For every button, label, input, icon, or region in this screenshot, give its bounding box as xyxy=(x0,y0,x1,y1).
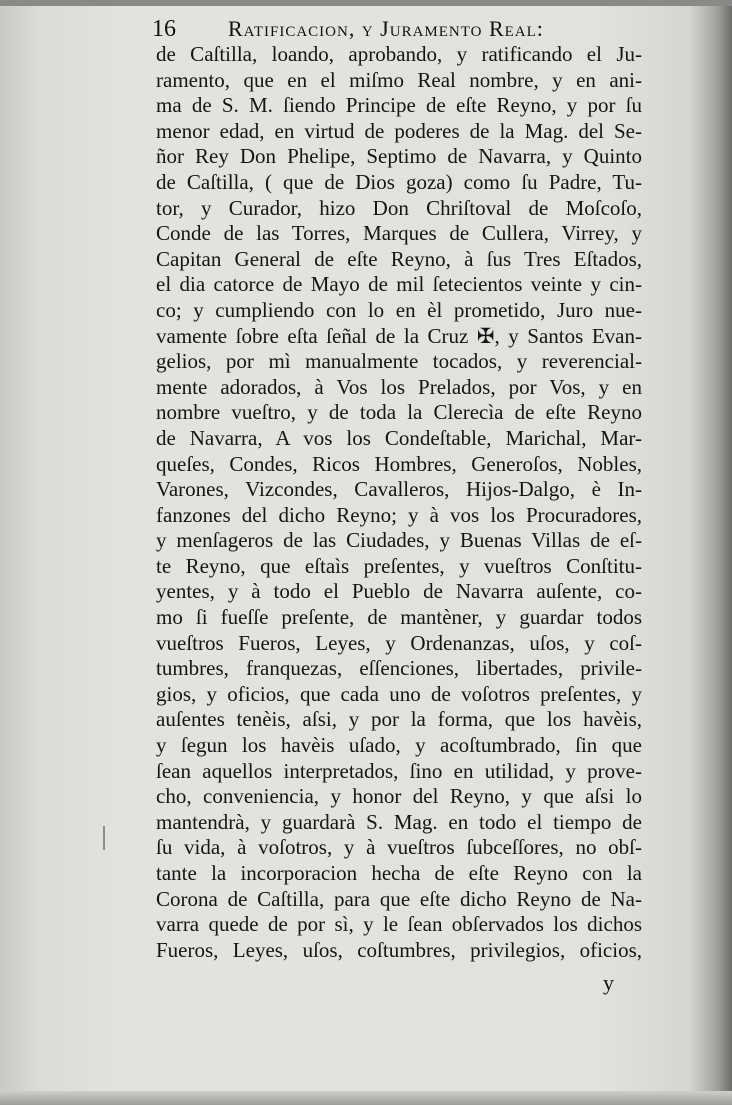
text-line: tumbres, franquezas, eſſenciones, libertades, privile- xyxy=(156,656,642,681)
text-line: yentes, y à todo el Pueblo de Navarra auſente, co- xyxy=(156,579,642,604)
text-line: mantendrà, y guardarà S. Mag. en todo el tiempo de xyxy=(156,809,642,834)
text-line: gios, y oficios, que cada uno de voſotros preſentes, y xyxy=(156,681,642,706)
text-line: mente adorados, à Vos los Prelados, por Vos, y en xyxy=(156,374,642,399)
text-line: de Navarra, A vos los Condeſtable, Marichal, Mar- xyxy=(156,425,642,450)
page-bottom-edge xyxy=(0,1091,732,1105)
text-line: Capitan General de eſte Reyno, à ſus Tres Eſtados, xyxy=(156,246,642,271)
text-line: de Caſtilla, ( que de Dios goza) como ſu Padre, Tu- xyxy=(156,169,642,194)
text-line: cho, conveniencia, y honor del Reyno, y que aſsi lo xyxy=(156,784,642,809)
text-line: fanzones del dicho Reyno; y à vos los Procuradores, xyxy=(156,502,642,527)
page-top-edge xyxy=(0,0,732,6)
text-line: Fueros, Leyes, uſos, coſtumbres, privilegios, oficios, xyxy=(156,937,642,962)
text-line: Conde de las Torres, Marques de Cullera, Virrey, y xyxy=(156,221,642,246)
text-line: gelios, por mì manualmente tocados, y reverencial- xyxy=(156,349,642,374)
text-line: vueſtros Fueros, Leyes, y Ordenanzas, uſos, y coſ- xyxy=(156,630,642,655)
text-line: tor, y Curador, hizo Don Chriſtoval de Moſcoſo, xyxy=(156,195,642,220)
text-line: ſean aquellos interpretados, ſino en utilidad, y prove- xyxy=(156,758,642,783)
page-number: 16 xyxy=(152,16,176,42)
text-line: Corona de Caſtilla, para que eſte dicho Reyno de Na- xyxy=(156,886,642,911)
text-line: te Reyno, que eſtaìs preſentes, y vueſtros Conſtitu- xyxy=(156,553,642,578)
text-line: y menſageros de las Ciudades, y Buenas Villas de eſ- xyxy=(156,528,642,553)
text-line: ma de S. M. ſiendo Principe de eſte Reyno, y por ſu xyxy=(156,93,642,118)
text-line: queſes, Condes, Ricos Hombres, Generoſos, Nobles, xyxy=(156,451,642,476)
text-line: el dia catorce de Mayo de mil ſetecientos veinte y cin- xyxy=(156,272,642,297)
text-line: vamente ſobre eſta ſeñal de la Cruz ✠, y Santos Evan- xyxy=(156,323,642,348)
running-title: Ratificacion, y Juramento Real: xyxy=(228,16,544,41)
catchword: y xyxy=(603,970,614,995)
text-line: auſentes tenèis, aſsi, y por la forma, que los havèis, xyxy=(156,707,642,732)
margin-mark xyxy=(103,826,105,850)
text-line: co; y cumpliendo con lo en èl prometido, Juro nue- xyxy=(156,297,642,322)
text-line: varra quede de por sì, y le ſean obſervados los dichos xyxy=(156,912,642,937)
body-text xyxy=(156,42,642,963)
text-line: tante la incorporacion hecha de eſte Reyno con la xyxy=(156,861,642,885)
text-line: de Caſtilla, loando, aprobando, y ratificando el Ju- xyxy=(156,42,642,66)
text-line: mo ſi fueſſe preſente, de mantèner, y guardar todos xyxy=(156,605,642,630)
text-line: ñor Rey Don Phelipe, Septimo de Navarra, y Quinto xyxy=(156,144,642,169)
text-line: nombre vueſtro, y de toda la Clerecìa de eſte Reyno xyxy=(156,400,642,425)
text-line: ramento, que en el miſmo Real nombre, y en ani- xyxy=(156,67,642,92)
text-line: ſu vida, à voſotros, y à vueſtros ſubceſſores, no obſ- xyxy=(156,835,642,860)
text-line: menor edad, en virtud de poderes de la Mag. del Se- xyxy=(156,118,642,143)
text-line: Varones, Vizcondes, Cavalleros, Hijos-Dalgo, è In- xyxy=(156,477,642,502)
text-line: y ſegun los havèis uſado, y acoſtumbrado, ſin que xyxy=(156,733,642,758)
